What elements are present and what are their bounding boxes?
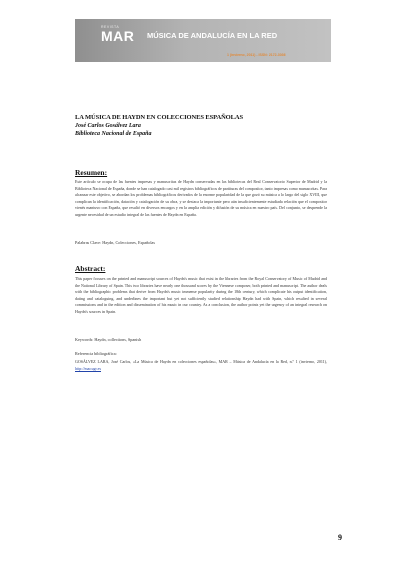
- article-author: José Carlos Gosálvez Lara: [75, 123, 141, 129]
- journal-banner: [75, 19, 331, 62]
- banner-revista-label: REVISTA: [101, 25, 120, 29]
- reference-label: Referencia bibliográfica:: [75, 351, 117, 356]
- page-number: 9: [338, 533, 342, 542]
- resumen-heading: Resumen:: [75, 168, 108, 177]
- reference-text: GOSÁLVEZ LARA, José Carlos, «La Música de Haydn en colecciones españolas», MAR – Música de Andalucía en la Red, n.º 1 (invierno, 2011),: [75, 359, 327, 364]
- banner-issue: 1 (invierno, 2011) - ISSN: 2172-3036: [227, 53, 286, 57]
- abstract-heading: Abstract:: [75, 264, 106, 273]
- article-institution: Biblioteca Nacional de España: [75, 131, 152, 137]
- article-title: LA MÚSICA DE HAYDN EN COLECCIONES ESPAÑOLAS: [75, 114, 243, 121]
- abstract-body: This paper focuses on the printed and manuscript sources of Haydn's music that exist in the libraries from the Royal Conservatory of Music of Madrid and the National Library of Spain. This two libraries have nearly one thousand scores by the Viennese composer, both printed and manuscript. The author deals with the bibliographic problems that derive from Haydn's music immense popularity during the 18th century, which complicate his output identification, dating and cataloguing, and underlines the important but yet not sufficiently studied relationship Haydn had with Spain, which resulted in several commissions and in the edition and dissemination of his music in our country. As a conclusion, the author points yet the urgency of an integral research on Haydn's sources in Spain.: [75, 276, 327, 314]
- reference-link[interactable]: http://mar.ugr.es: [75, 365, 101, 371]
- resumen-body: Este artículo se ocupa de las fuentes impresas y manuscritas de Haydn conservadas en las bibliotecas del Real Conservatorio Superior de Madrid y la Biblioteca Nacional de España, donde se han catalogado casi mil registros bibliográficos de partituras del compositor, tanto impresas como manuscritas. Para alcanzar este objetivo, se abordan los problemas bibliográficos derivados de la enorme popularidad de la que gozó su música a lo largo del siglo XVIII, que complican la identificación, datación y catalogación de su obra, y se destaca la importante pero aún insuficientemente estudiada relación que el compositor vienés mantuvo con España, que resultó en diversos encargos y en la amplia edición y difusión de su música en nuestro país. Del conjunto, se desprende la urgente necesidad de un estudio integral de las fuentes de Haydn en España.: [75, 179, 327, 217]
- reference-citation: [75, 359, 327, 372]
- banner-title: MÚSICA DE ANDALUCÍA EN LA RED: [147, 31, 278, 40]
- abstract-keywords: Keywords: Haydn, collections, Spanish: [75, 337, 142, 342]
- banner-logo: MAR: [101, 28, 135, 44]
- resumen-keywords: Palabras Clave: Haydn, Colecciones, Españolas: [75, 240, 156, 245]
